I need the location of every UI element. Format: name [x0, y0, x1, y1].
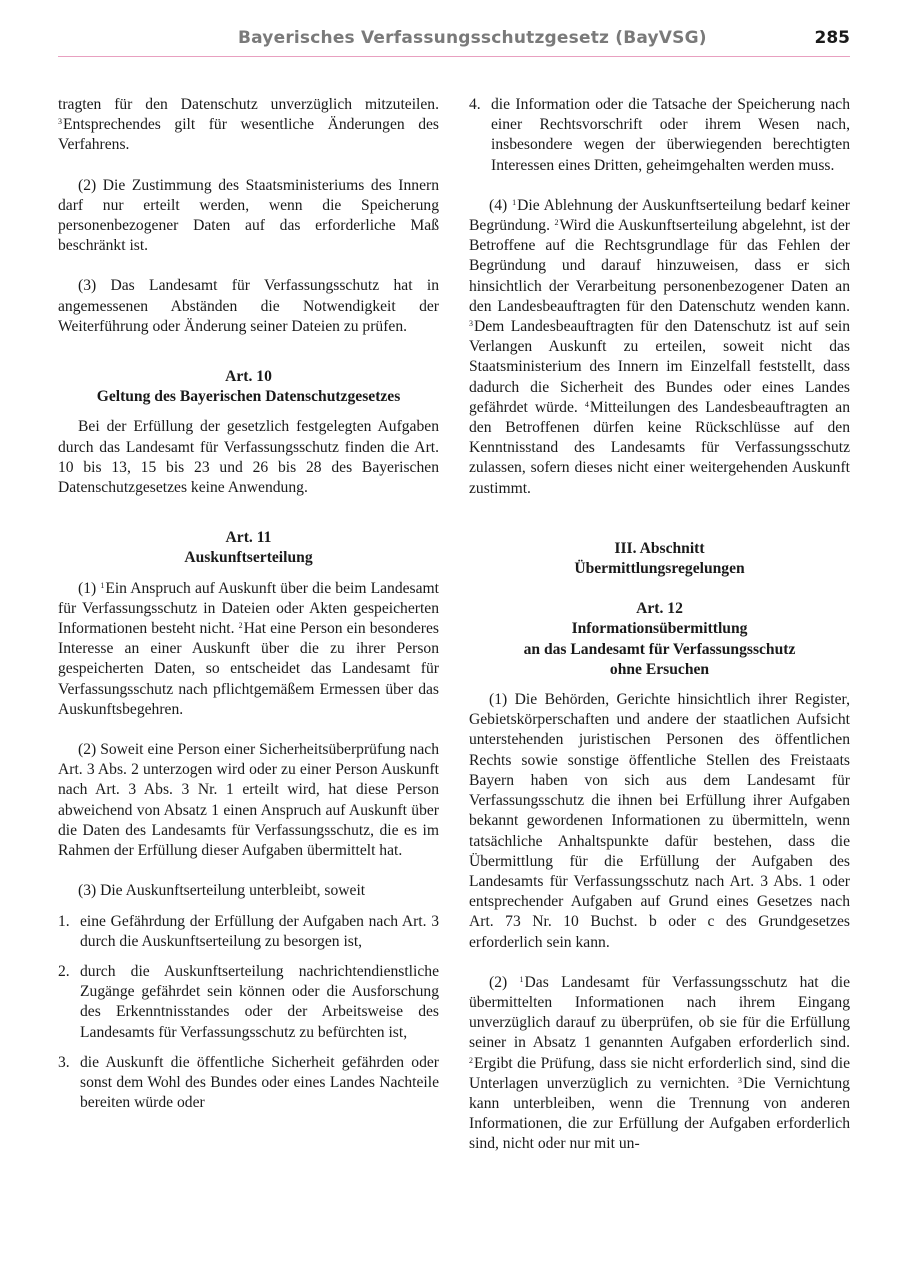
article-number: Art. 12: [636, 600, 683, 618]
page-header: [58, 26, 850, 57]
article-11-paragraph-3: (3) Die Auskunftserteilung unterbleibt, soweit: [78, 882, 366, 900]
article-10-text: Bei der Erfüllung der gesetzlich festgelegten Aufgaben durch das Landesamt für Verfassungsschutz finden die Art. 10 bis 13, 15 bis 23 und 26 bis 28 des Bayerischen Datenschutzgesetzes keine Anwendung.: [58, 418, 439, 497]
article-11-paragraph-2: (2) Soweit eine Person einer Sicherheitsüberprüfung nach Art. 3 Abs. 2 unterzogen wird oder zu einer Person Auskunft nach Art. 3 Abs. 3 Nr. 1 erteilt wird, hat diese Person abweichend von Absatz 1 einen Anspruch auf Auskunft über die Daten des Landesamts für Verfassungsschutz, die es im Rahmen der Erfüllung dieser Aufgaben übermittelt hat.: [58, 741, 439, 860]
article-title: Auskunftserteilung: [184, 549, 313, 567]
list-item: 4. die Information oder die Tatsache der Speicherung nach einer Rechtsvorschrift oder ihrem Wesen nach, insbesondere wegen der überwiegenden berechtigten Interessen eines Dritten, geheimgehalten werden muss.: [469, 96, 850, 174]
article-title-line-2: an das Landesamt für Verfassungsschutz: [523, 640, 796, 658]
article-number: Art. 11: [225, 529, 272, 547]
article-title-line-3: ohne Ersuchen: [609, 660, 710, 678]
article-11-heading: [58, 528, 439, 568]
article-number: Art. 10: [225, 368, 272, 386]
section-heading: [469, 539, 850, 579]
paragraph-continuation: tragten für den Datenschutz unverzüglich mitzuteilen. $^3$Entsprechendes gilt für wesentliche Änderungen des Verfahrens.: [58, 96, 439, 154]
exception-list: [58, 912, 439, 1114]
page-number: 285: [814, 28, 850, 48]
article-11-paragraph-1: (1) $^1$Ein Anspruch auf Auskunft über die beim Landesamt für Verfassungsschutz in Dateien oder Akten gespeicherten Informationen besteht nicht. $^2$Hat eine Person ein besonderes Interesse an einer Auskunft über die zu ihrer Person gespeicherten Daten, so entscheidet das Landesamt für Verfassungsschutz nach pflichtgemäßem Ermessen über das Auskunftsbegehren.: [58, 579, 439, 718]
list-item: 1. eine Gefährdung der Erfüllung der Aufgaben nach Art. 3 durch die Auskunftserteilung zu besorgen ist,: [58, 912, 439, 950]
section-number: III. Abschnitt: [614, 539, 705, 557]
left-column: [58, 95, 439, 1113]
article-title-line-1: Informationsübermittlung: [571, 620, 748, 638]
list-item: 2. durch die Auskunftserteilung nachrichtendienstliche Zugänge gefährdet sein können oder die Ausforschung des Erkenntnisstandes oder der Arbeitsweise des Landesamts für Verfassungsschutz zu befürchten ist,: [58, 962, 439, 1041]
article-10-heading: [58, 367, 439, 407]
section-title: Übermittlungsregelungen: [574, 560, 745, 578]
running-title: Bayerisches Verfassungsschutzgesetz (BayVSG): [238, 28, 707, 48]
list-item: 3. die Auskunft die öffentliche Sicherheit gefährden oder sonst dem Wohl des Bundes oder eines Landes Nachteile bereiten würde oder: [58, 1053, 439, 1112]
article-11-paragraph-4: (4) $^1$Die Ablehnung der Auskunftserteilung bedarf keiner Begründung. $^2$Wird die Auskunftserteilung abgelehnt, ist der Betroffene auf die Rechtsgrundlage für das Fehlen der Begründung und darauf hinzuweisen, dass er sich hinsichtlich der Verarbeitung personenbezogener Daten an den Landesbeauftragten für den Datenschutz wenden kann. $^3$Dem Landesbeauftragten für den Datenschutz ist auf sein Verlangen Auskunft zu erteilen, soweit nicht das Staatsministerium des Innern im Einzelfall feststellt, dass dadurch die Sicherheit des Bundes oder eines Landes gefährdet würde. $^4$Mitteilungen des Landesbeauftragten an den Betroffenen dürfen keine Rückschlüsse auf den Kenntnisstand des Landesamts für Verfassungsschutz zulassen, sofern dieses nicht einer weitergehenden Auskunft zustimmt.: [469, 196, 851, 497]
paragraph-2: (2) Die Zustimmung des Staatsministeriums des Innern darf nur erteilt werden, wenn die Speicherung personenbezogener Daten auf das erforderliche Maß beschränkt ist.: [58, 176, 439, 255]
right-column: [469, 95, 850, 1155]
article-12-paragraph-1: (1) Die Behörden, Gerichte hinsichtlich ihrer Register, Gebietskörperschaften und andere der staatlichen Aufsicht unterstehenden juristischen Personen des öffentlichen Rechts sowie sonstige öffentliche Stellen des Freistaats Bayern haben von sich aus dem Landesamt für Verfassungsschutz die ihnen bei Erfüllung ihrer Aufgaben bekannt gewordenen Informationen zu übermitteln, wenn tatsächliche Anhaltspunkte dafür bestehen, dass die Übermittlung für die Erfüllung der Aufgaben des Landesamts für Verfassungsschutz nach Art. 3 Abs. 1 oder entsprechender Aufgaben auf Grund eines Gesetzes nach Art. 73 Nr. 10 Buchst. b oder c des Grundgesetzes erforderlich sein kann.: [469, 691, 850, 951]
paragraph-3: (3) Das Landesamt für Verfassungsschutz hat in angemessenen Abständen die Notwendigkeit der Weiterführung oder Änderung seiner Dateien zu prüfen.: [58, 277, 439, 335]
article-12-heading: [469, 599, 850, 680]
article-title: Geltung des Bayerischen Datenschutzgesetzes: [96, 388, 401, 406]
article-12-paragraph-2: (2) $^1$Das Landesamt für Verfassungsschutz hat die übermittelten Informationen nach ihrem Eingang unverzüglich darauf zu überprüfen, ob sie für die Erfüllung seiner in Absatz 1 genannten Aufgaben erforderlich sind. $^2$Ergibt die Prüfung, dass sie nicht erforderlich sind, sind die Unterlagen unverzüglich zu vernichten. $^3$Die Vernichtung kann unterbleiben, wenn die Trennung von anderen Informationen, die zur Erfüllung der Aufgaben erforderlich sind, nicht oder nur mit un-: [469, 973, 850, 1153]
